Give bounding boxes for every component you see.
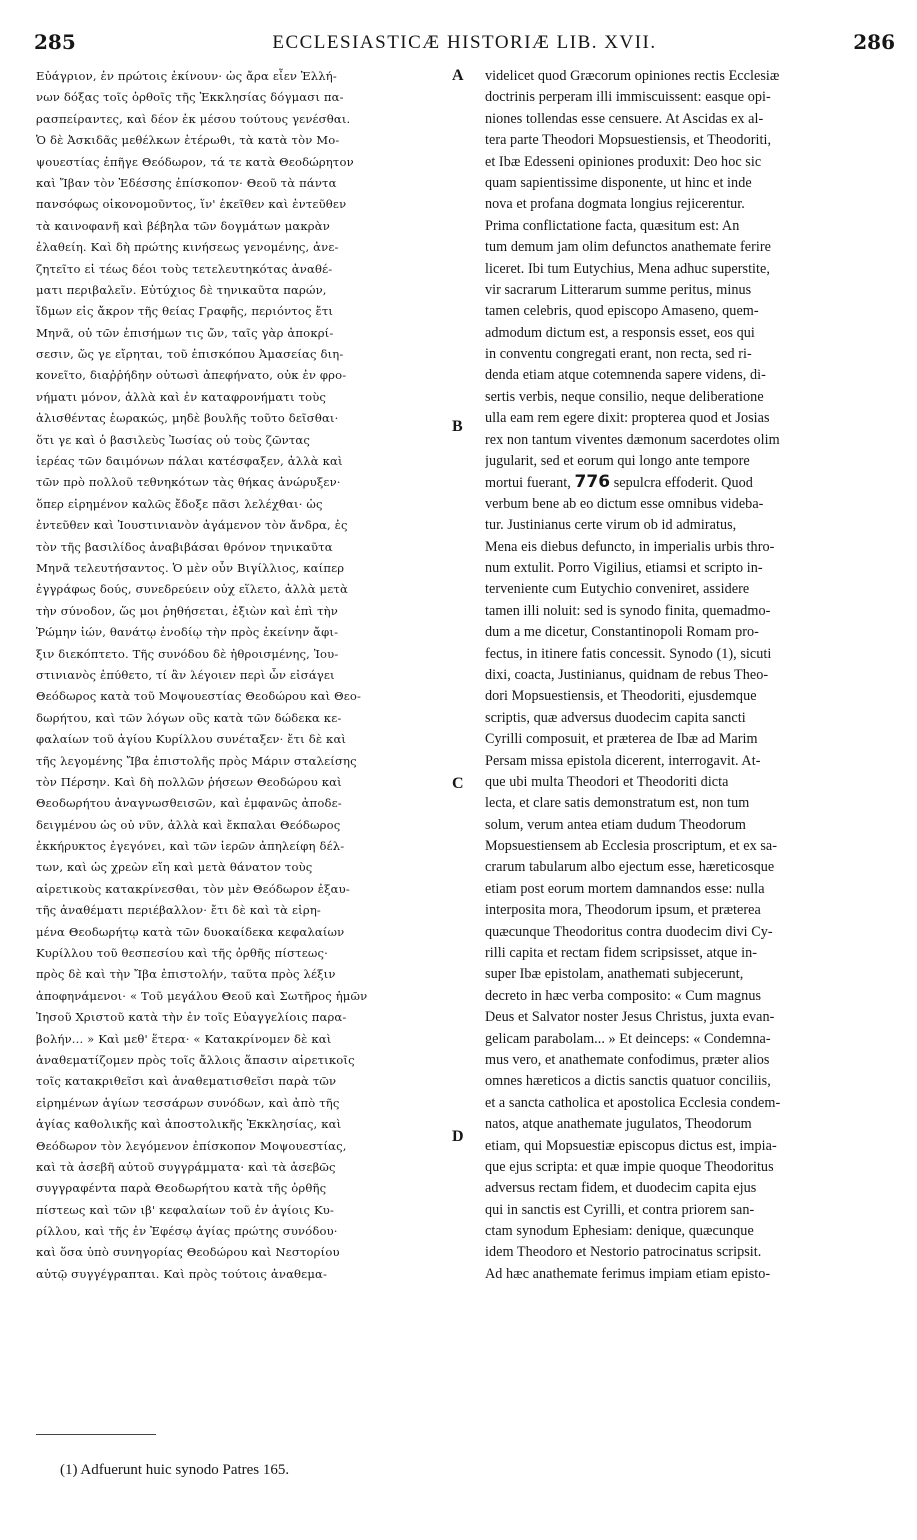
greek-text-line: δωρήτου, καὶ τῶν λόγων οὓς κατὰ τῶν δώδεκα κε- xyxy=(36,710,342,725)
greek-text-line: νήματι μόνον, ἀλλὰ καὶ ἐν καταφρονήματι τοὺς xyxy=(36,389,327,404)
latin-text-line: etiam, qui Mopsuestiæ episcopus dictus est, impia- xyxy=(485,1137,777,1154)
greek-text-line: σεσιν, ὥς γε εἴρηται, τοῦ ἐπισκόπου Ἀμασείας διη- xyxy=(36,347,344,362)
latin-text-line: omnes hæreticos a dictis sanctis quatuor conciliis, xyxy=(485,1073,771,1090)
column-number: 776 xyxy=(574,472,611,493)
latin-text-line: lecta, et clare satis demonstratum est, non tum xyxy=(485,795,750,812)
greek-text-line: τὸν Πέρσην. Καὶ δὴ πολλῶν ῥήσεων Θεοδώρου καὶ xyxy=(36,774,342,789)
greek-text-line: πανσόφως οἰκονομοῦντος, ἵν' ἐκεῖθεν καὶ ἐντεῦθεν xyxy=(36,197,347,212)
latin-text-line: et a sancta catholica et apostolica Ecclesia condem- xyxy=(485,1094,781,1111)
latin-text-line: quam sapientissime disponente, ut hinc et inde xyxy=(485,174,752,191)
margin-letter-c: C xyxy=(452,775,464,792)
latin-text-line: Deus et Salvator noster Jesus Christus, juxta evan- xyxy=(485,1009,775,1026)
latin-text-line: dum a me dicetur, Constantinopoli Romam pro- xyxy=(485,624,759,641)
latin-text-line: que ubi multa Theodori et Theodoriti dicta xyxy=(485,773,729,790)
latin-text-line: idem Theodoro et Nestorio patrocinatus scripsit. xyxy=(485,1244,762,1261)
latin-text-line: tur. Justinianus certe virum ob id admiratus, xyxy=(485,517,737,534)
latin-text-line: Ad hæc anathemate ferimus impiam etiam episto- xyxy=(485,1265,771,1282)
latin-text-line: mortui fuerant, 776 sepulcra effoderit. Quod xyxy=(485,472,753,493)
latin-text-line: tamen celebris, quod episcopo Amaseno, quem- xyxy=(485,303,759,320)
greek-text-line: Ἰησοῦ Χριστοῦ κατὰ τὴν ἐν τοῖς Εὐαγγελίοις παρα- xyxy=(36,1010,347,1025)
latin-text-line: verbum bene ab eo dictum esse omnibus videba- xyxy=(485,495,764,512)
greek-text-line: ρασπείραντες, καὶ δέον ἐκ μέσου τούτους γενέσθαι. xyxy=(36,111,351,126)
greek-text-line: των, καὶ ὡς χρεὼν εἴη καὶ μετὰ θάνατον τοὺς xyxy=(36,860,313,875)
greek-text-line: Θεόδωρον τὸν λεγόμενον ἐπίσκοπον Μοψουεστίας, xyxy=(36,1138,347,1153)
greek-text-line: βολήν... » Καὶ μεθ' ἕτερα· « Κατακρίνομεν δὲ καὶ xyxy=(36,1031,332,1046)
latin-text-line: doctrinis perperam illi immiscuissent: easque opi- xyxy=(485,89,771,106)
latin-text-line: Mena eis diebus defuncto, in imperialis urbis thro- xyxy=(485,538,775,555)
greek-text-line: ἐλαθείη. Καὶ δὴ πρώτης κινήσεως γενομένης, ἀνε- xyxy=(36,240,339,255)
greek-text-line: ἀποφηνάμενοι· « Τοῦ μεγάλου Θεοῦ καὶ Σωτῆρος ἡμῶν xyxy=(36,988,368,1003)
latin-text-line: qui in sanctis est Cyrilli, et contra priorem san- xyxy=(485,1201,755,1218)
greek-text-line: τὰ καινοφανῆ καὶ βέβηλα τῶν δογμάτων μακρὰν xyxy=(36,218,330,233)
greek-text-line: ὅπερ εἰρημένον καλῶς ἔδοξε πᾶσι λελέχθαι· ὡς xyxy=(36,496,323,511)
greek-text-line: ἀναθεματίζομεν πρὸς τοῖς ἄλλοις ἅπασιν αἱρετικοῖς xyxy=(36,1052,355,1067)
latin-text-line: mus vero, et anathemate confodimus, præter alios xyxy=(485,1051,770,1068)
greek-text-line: Κυρίλλου τοῦ θεσπεσίου καὶ τῆς ὀρθῆς πίστεως· xyxy=(36,946,328,961)
latin-text-line: terveniente cum Eutychio conveniret, assidere xyxy=(485,581,750,598)
latin-text-line: que ejus scripta: et quæ impie quoque Theodoritus xyxy=(485,1158,774,1175)
latin-text-line: tamen illi noluit: sed is synodo finita, quemadmo- xyxy=(485,602,771,619)
latin-text-line: dixi, coacta, Justinianus, quidnam de rebus Theo- xyxy=(485,666,769,683)
page-number-left: 285 xyxy=(34,30,76,54)
latin-text-line: etiam post eorum mortem damnandos esse: nulla xyxy=(485,880,765,897)
greek-text-line: μένα Θεοδωρήτῳ κατὰ τῶν δυοκαίδεκα κεφαλαίων xyxy=(36,924,345,939)
greek-text-line: ζητεῖτο εἰ τέως δέοι τοὺς τετελευτηκότας ἀναθέ- xyxy=(36,261,333,276)
footnote: (1) Adfuerunt huic synodo Patres 165. xyxy=(60,1462,290,1478)
latin-text-line: solum, verum antea etiam dudum Theodorum xyxy=(485,816,746,833)
greek-text-line: καὶ ὅσα ὑπὸ συνηγορίας Θεοδώρου καὶ Νεστορίου xyxy=(36,1245,340,1260)
latin-text-line: dori Mopsuestiensis, et Theodoriti, ejusdemque xyxy=(485,688,757,705)
greek-text-line: συγγραφέντα παρὰ Θεοδωρήτου κατὰ τῆς ὀρθῆς xyxy=(36,1181,327,1196)
greek-text-line: ἐντεῦθεν καὶ Ἰουστινιανὸν ἀγάμενον τὸν ἄνδρα, ἐς xyxy=(36,518,348,533)
greek-text-line: κονεῖτο, διαῤῥήδην οὑτωσὶ ἀπεφήνατο, οὐκ ἐν φρο- xyxy=(36,368,347,383)
latin-text-line: et Ibæ Edesseni opiniones produxit: Deo hoc sic xyxy=(485,153,762,170)
greek-text-line: τῶν πρὸ πολλοῦ τεθνηκότων τὰς θήκας ἀνώρυξεν· xyxy=(36,475,341,490)
greek-column xyxy=(36,66,450,1285)
greek-text-line: ἀλισθέντας ἑωρακώς, μηδὲ βουλῆς τοῦτο δεῖσθαι· xyxy=(36,411,339,426)
footnote-divider xyxy=(36,1434,156,1435)
latin-text-line: jugularit, sed et eorum qui longo ante tempore xyxy=(485,453,750,470)
greek-text-line: δειγμένου ὡς οὐ νῦν, ἀλλὰ καὶ ἔκπαλαι Θεόδωρος xyxy=(36,817,341,832)
running-title: ECCLESIASTICÆ HISTORIÆ LIB. XVII. xyxy=(272,32,657,53)
margin-letter-a: A xyxy=(452,67,464,84)
greek-text-line: Θεοδωρήτου ἀναγνωσθεισῶν, καὶ ἐμφανῶς ἀποδε- xyxy=(36,796,342,811)
latin-text-line: scriptis, quæ adversus duodecim capita sancti xyxy=(485,709,746,726)
latin-text-line: Persam missa epistola dicerent, interrogavit. At- xyxy=(485,752,761,769)
greek-text-line: ξιν διεκόπτετο. Τῆς συνόδου δὲ ἠθροισμένης, Ἰου- xyxy=(36,646,339,661)
greek-text-line: εἰρημένων ἁγίων τεσσάρων συνόδων, καὶ ἀπὸ τῆς xyxy=(36,1095,340,1110)
greek-text-line: ψουεστίας ἐπῆγε Θεόδωρον, τά τε κατὰ Θεοδώρητον xyxy=(36,154,354,169)
greek-text-line: αἱρετικοὺς κατακρίνεσθαι, τὸν μὲν Θεόδωρον ἐξαυ- xyxy=(36,881,350,896)
latin-text-line: num extulit. Porro Vigilius, etiamsi et scripto in- xyxy=(485,559,763,576)
greek-text-line: ἴδμων εἰς ἄκρον τῆς θείας Γραφῆς, περιόντος ἔτι xyxy=(36,304,334,319)
latin-text-line: adversus rectam fidem, et duodecim capita ejus xyxy=(485,1180,757,1197)
greek-text-line: ὅτι γε καὶ ὁ βασιλεὺς Ἰωσίας οὐ τοὺς ζῶντας xyxy=(36,432,311,447)
greek-text-line: ρίλλου, καὶ τῆς ἐν Ἐφέσῳ ἁγίας πρώτης συνόδου· xyxy=(36,1224,338,1239)
greek-text-line: αὐτῷ συγγέγραπται. Καὶ πρὸς τούτοις ἀναθεμα- xyxy=(36,1266,328,1281)
latin-text-line: vir sacrarum Litterarum summe peritus, minus xyxy=(485,281,752,298)
greek-text-line: Θεόδωρος κατὰ τοῦ Μοψουεστίας Θεοδώρου καὶ Θεο- xyxy=(36,689,362,704)
latin-column xyxy=(485,66,882,1285)
greek-text-line: ἐκκήρυκτος ἐγεγόνει, καὶ τῶν ἱερῶν ἀπηλείφη δέλ- xyxy=(36,839,345,854)
greek-text-line: πρὸς δὲ καὶ τὴν Ἴβα ἐπιστολήν, ταῦτα πρὸς λέξιν xyxy=(36,967,336,982)
greek-text-line: τὴν σύνοδον, ὥς μοι ῥηθήσεται, ἐξιὼν καὶ ἐπὶ τὴν xyxy=(36,603,338,618)
greek-text-line: τῆς ἀναθέματι περιέβαλλον· ἔτι δὲ καὶ τὰ εἰρη- xyxy=(36,903,321,918)
latin-text-line: rilli capita et rectam fidem scripsisset, atque in- xyxy=(485,945,758,962)
latin-text-line: fectus, in itinere fatis concessit. Synodo (1), sicuti xyxy=(485,645,772,662)
latin-text-line: videlicet quod Græcorum opiniones rectis Ecclesiæ xyxy=(485,68,780,84)
latin-text-line: decreto in hæc verba composito: « Cum magnus xyxy=(485,987,762,1004)
greek-text-line: φαλαίων τοῦ ἁγίου Κυρίλλου συνέταξεν· ἔτι δὲ καὶ xyxy=(36,732,347,747)
latin-text-line: Mopsuestiensem ab Ecclesia proscriptum, et ex sa- xyxy=(485,838,778,855)
latin-text-line: niones tollendas esse censuere. At Ascidas ex al- xyxy=(485,110,764,127)
greek-text-line: ἐγγράφως δούς, συνεδρεύειν οὐχ εἵλετο, ἀλλὰ μετὰ xyxy=(36,582,348,597)
running-header xyxy=(34,30,895,60)
greek-text-line: τοῖς κατακριθεῖσι καὶ ἀναθεματισθεῖσι παρὰ τῶν xyxy=(36,1074,337,1089)
greek-text-line: τῆς λεγομένης Ἴβα ἐπιστολῆς πρὸς Μάριν σταλείσης xyxy=(36,753,357,768)
greek-text-line: Μηνᾶ, οὐ τῶν ἐπισήμων τις ὤν, ταῖς γὰρ ἀποκρί- xyxy=(36,325,334,340)
latin-text-line: quæcunque Theodoritus contra duodecim divi Cy- xyxy=(485,923,773,940)
greek-text-line: ματι περιβαλεῖν. Εὐτύχιος δὲ τηνικαῦτα παρών, xyxy=(36,282,327,297)
latin-text-line: tum demum jam olim defunctos anathemate ferire xyxy=(485,239,771,256)
latin-text-line: super Ibæ epistolam, anathemati subjecerunt, xyxy=(485,966,744,983)
page-number-right: 286 xyxy=(853,30,895,54)
latin-text-line: rex non tantum viventes dæmonum sacerdotes olim xyxy=(485,431,780,448)
greek-text-line: καὶ τὰ ἀσεβῆ αὐτοῦ συγγράμματα· καὶ τὰ ἀσεβῶς xyxy=(36,1159,336,1174)
latin-text-line: denda etiam atque cotemnenda sapere videns, di- xyxy=(485,367,766,384)
greek-text-line: ἱερέας τῶν δαιμόνων πάλαι κατέσφαξεν, ἀλλὰ καὶ xyxy=(36,454,343,469)
margin-letter-d: D xyxy=(452,1128,464,1145)
margin-letter-b: B xyxy=(452,418,463,435)
latin-text-line: in conventu congregati erant, non recta, sed ri- xyxy=(485,346,752,363)
latin-text-line: sertis verbis, neque consilio, neque deliberatione xyxy=(485,388,764,405)
latin-text-line: ulla eam rem egere dixit: propterea quod et Josias xyxy=(485,410,770,427)
latin-text-line: liceret. Ibi tum Eutychius, Mena adhuc superstite, xyxy=(485,260,770,277)
greek-text-line: πίστεως καὶ τῶν ιβ' κεφαλαίων τοῦ ἐν ἁγίοις Κυ- xyxy=(36,1202,335,1217)
latin-text-line: natos, atque anathemate jugulatos, Theodorum xyxy=(485,1116,752,1133)
greek-text-line: νων δόξας τοῖς ὀρθοῖς τῆς Ἐκκλησίας δόγμασι πα- xyxy=(36,90,344,105)
latin-text-line: crarum tabularum albo ejectum esse, hæreticosque xyxy=(485,859,775,876)
latin-text-line: tera parte Theodori Mopsuestiensis, et Theodoriti, xyxy=(485,132,772,149)
greek-text-line: τὸν τῆς βασιλίδος ἀναβιβάσαι θρόνον τηνικαῦτα xyxy=(36,539,333,554)
greek-text-line: Ὁ δὲ Ἀσκιδᾶς μεθέλκων ἑτέρωθι, τὰ κατὰ τὸν Μο- xyxy=(36,133,340,148)
latin-text-line: nova et profana dogmata longius rejicerentur. xyxy=(485,196,745,213)
latin-text-line: admodum dictum est, a responsis esset, eos qui xyxy=(485,324,755,341)
greek-text-line: Ῥώμην ἰών, θανάτῳ ἐνοδίῳ τὴν πρὸς ἐκείνην ἄφι- xyxy=(36,625,339,640)
greek-text-line: στινιανὸς ἐπύθετο, τί ἂν λέγοιεν περὶ ὧν εἰσάγει xyxy=(36,667,335,682)
greek-text-line: Εὐάγριον, ἐν πρώτοις ἐκίνουν· ὡς ἄρα εἶεν Ἑλλή- xyxy=(36,69,337,83)
latin-text-line: Prima conflictatione facta, quæsitum est: An xyxy=(485,217,740,234)
greek-text-line: Μηνᾶ τελευτήσαντος. Ὁ μὲν οὖν Βιγίλλιος, καίπερ xyxy=(36,560,345,575)
latin-text-line: interposita mora, Theodorum ipsum, et præterea xyxy=(485,902,761,919)
latin-text-line: Cyrilli composuit, et præterea de Ibæ ad Marim xyxy=(485,731,758,748)
greek-text-line: ἁγίας καθολικῆς καὶ ἀποστολικῆς Ἐκκλησίας, καὶ xyxy=(36,1117,342,1132)
latin-text-line: ctam synodum Ephesiam: denique, quæcunque xyxy=(485,1223,754,1240)
greek-text-line: καὶ Ἴβαν τὸν Ἐδέσσης ἐπίσκοπον· Θεοῦ τὰ πάντα xyxy=(36,175,337,190)
latin-text-line: gelicam parabolam... » Et deinceps: « Condemna- xyxy=(485,1030,771,1047)
